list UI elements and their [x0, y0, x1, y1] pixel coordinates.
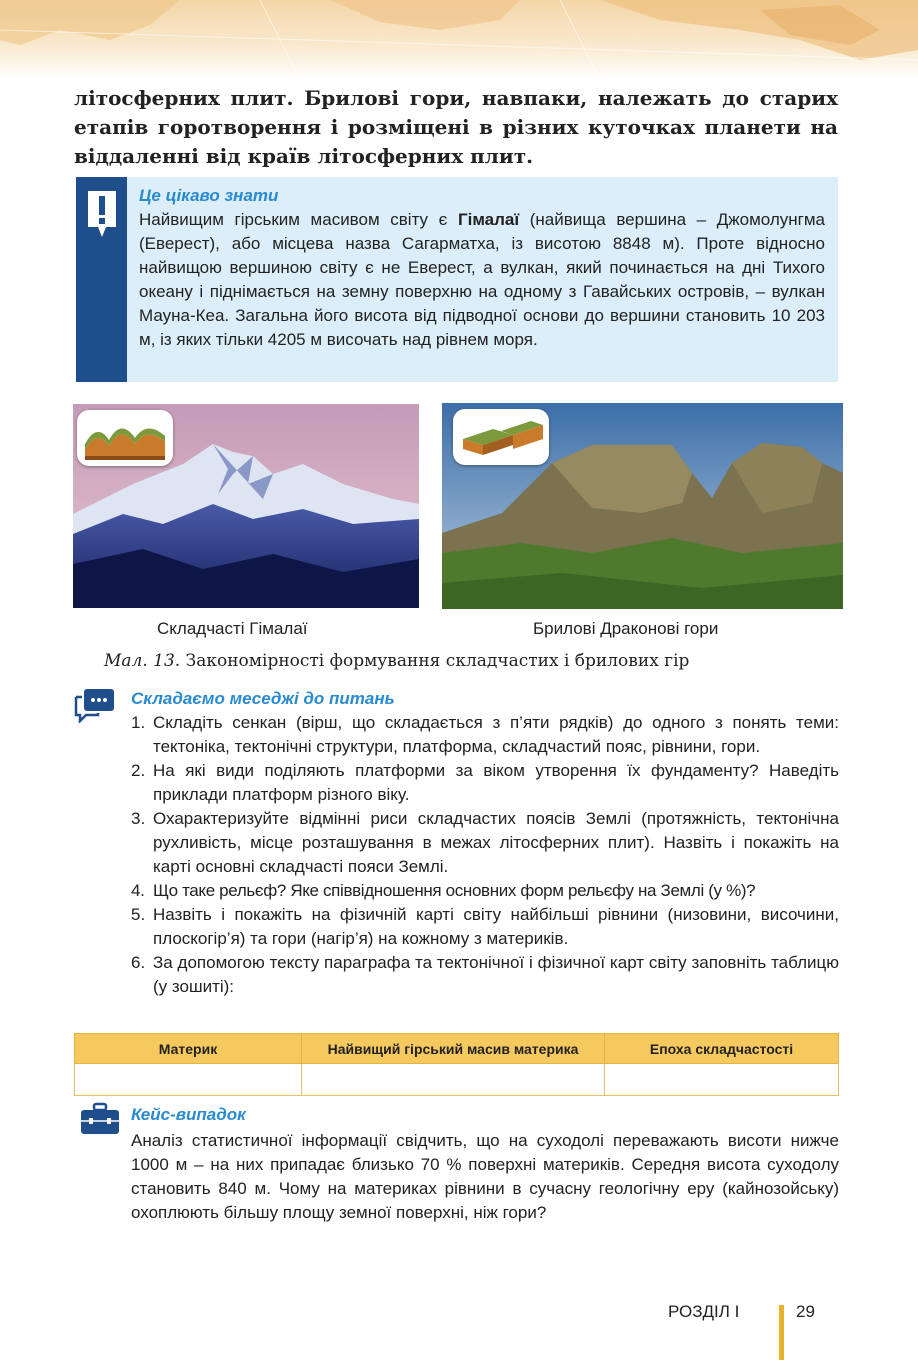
table-row [75, 1064, 839, 1096]
left-photo-caption: Складчасті Гімалаї [157, 619, 308, 638]
header-map-decoration [0, 0, 918, 80]
page-number: 29 [796, 1302, 815, 1321]
table-cell [75, 1064, 302, 1096]
questions-title: Складаємо меседжі до питань [131, 689, 395, 708]
fact-text: Найвищим гірським масивом світу є Гімалаї (найвища вершина – Джомолунгма (Еверест), або місцева назва Сагарматха, із висотою 8848 м). Проте відносно найвищою вершиною світу є не Еверест, а вулкан, який починається на дні Тихого океану і піднімається на земну поверхню на одному з Гавайських островів, – вулкан Мауна-Кеа. Загальна його висота від підводної основи до вершини становить 10 203 м, із яких тільки 4205 м височать над рівнем моря. [139, 210, 825, 349]
chat-icon [72, 687, 116, 723]
table-header: Епоха складчастості [605, 1034, 839, 1064]
question-item: 2. На які види поділяють платформи за віком утворення їх фундаменту? Наведіть приклади платформ різного віку. [131, 761, 839, 804]
briefcase-icon [79, 1102, 121, 1136]
section-label: РОЗДІЛ І [668, 1302, 740, 1321]
fill-in-table [74, 1033, 839, 1096]
figure-title: Закономірності формування складчастих і брилових гір [185, 651, 690, 671]
drakensberg-photo [442, 403, 843, 609]
question-item: 4. Що таке рельєф? Яке співвідношення основних форм рельєфу на Землі (у %)? [131, 881, 756, 900]
question-item: 3. Охарактеризуйте відмінні риси складчастих поясів Землі (протяжність, тектонічна рухливість, місце розташування в межах літосферних плит). Назвіть і покажіть на карті основні складчасті пояси Землі. [131, 809, 839, 876]
question-item: 5. Назвіть і покажіть на фізичній карті світу найбільші рівнини (низовини, височини, плоскогір’я) та гори (нагір’я) на кожному з материків. [131, 905, 839, 948]
table-cell [302, 1064, 605, 1096]
case-title: Кейс-випадок [131, 1105, 246, 1124]
right-photo-caption: Брилові Драконові гори [533, 619, 719, 638]
questions-list [131, 711, 839, 999]
question-item: 1. Складіть сенкан (вірш, що складається з п’яти рядків) до одного з понять теми: тектоніка, тектонічні структури, платформа, складчастий пояс, рівнини, гори. [131, 713, 839, 756]
himalaya-photo [73, 404, 419, 608]
fact-highlight: Гімалаї [457, 210, 520, 229]
fold-mountain-diagram-icon [77, 410, 173, 466]
fact-strip [76, 177, 127, 382]
block-mountain-diagram-icon [453, 409, 549, 465]
figure-caption [104, 651, 689, 671]
table-header: Найвищий гірський масив материка [302, 1034, 605, 1064]
intro-paragraph: літосферних плит. Брилові гори, навпаки, належать до старих етапів горотворення і розміщені в різних куточках планети на віддаленні від країв літосферних плит. [74, 86, 838, 168]
case-text: Аналіз статистичної інформації свідчить, що на суходолі переважають висоти нижче 1000 м – на них припадає близько 70 % поверхні материків. Середня висота суходолу становить 840 м. Чому на материках рівнини в сучасну геологічну еру (кайнозойську) охоплюють більшу площу земної поверхні, ніж гори? [131, 1131, 839, 1222]
table-cell [605, 1064, 839, 1096]
fact-box [76, 177, 838, 382]
question-item: 6. За допомогою тексту параграфа та тектонічної і фізичної карт світу заповніть таблицю (у зошиті): [131, 953, 839, 996]
footer-divider [779, 1305, 784, 1360]
exclamation-icon [86, 189, 118, 241]
figure-label: Мал. 13. [104, 651, 181, 671]
table-header: Материк [75, 1034, 302, 1064]
fact-title: Це цікаво знати [139, 186, 279, 205]
